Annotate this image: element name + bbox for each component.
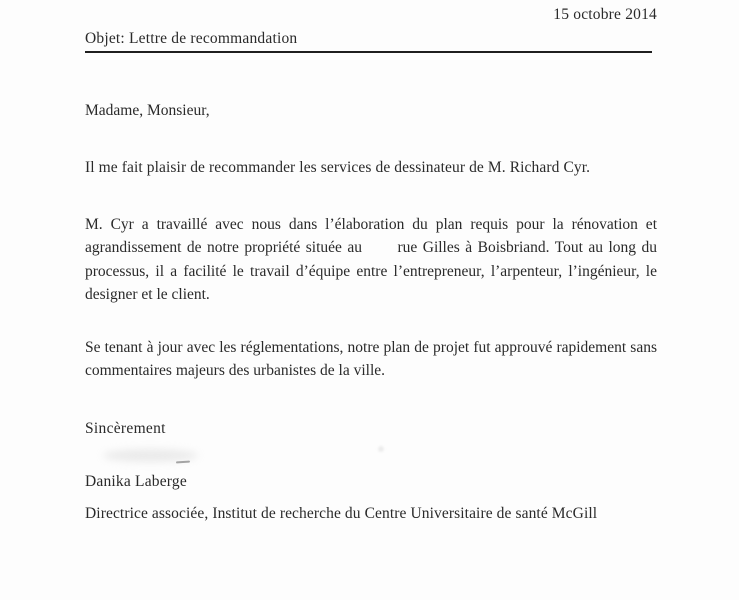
subject-text: Objet: Lettre de recommandation xyxy=(85,30,298,47)
signature-name: Danika Laberge xyxy=(85,473,187,490)
letter-date: 15 octobre 2014 xyxy=(553,6,657,23)
scan-speck xyxy=(378,446,384,452)
subject-line xyxy=(85,30,652,53)
faint-signature-stroke xyxy=(176,461,190,464)
body-paragraph-2: Se tenant à jour avec les réglementations, notre plan de projet fut approuvé rapidement sans commentaires majeurs des urbanistes de la ville. xyxy=(85,339,657,380)
paragraph-1-text-before-gap: M. Cyr a travaillé avec nous dans l’élaboration du plan requis pour la rénovation et agrandissement de notre propriété située au xyxy=(85,216,657,257)
closing-word: Sincèrement xyxy=(85,420,166,437)
salutation: Madame, Monsieur, xyxy=(85,102,210,119)
paragraph-1-text-after-gap: rue Gilles à Boisbriand. Tout au long du processus, il a facilité le travail d’équipe entre l’entrepreneur, l’arpenteur, l’ingénieur, le designer et le client. xyxy=(85,239,658,304)
body-paragraph-1 xyxy=(85,213,657,307)
intro-sentence: Il me fait plaisir de recommander les services de dessinateur de M. Richard Cyr. xyxy=(85,159,591,176)
signature-title: Directrice associée, Institut de recherche du Centre Universitaire de santé McGill xyxy=(85,505,598,522)
